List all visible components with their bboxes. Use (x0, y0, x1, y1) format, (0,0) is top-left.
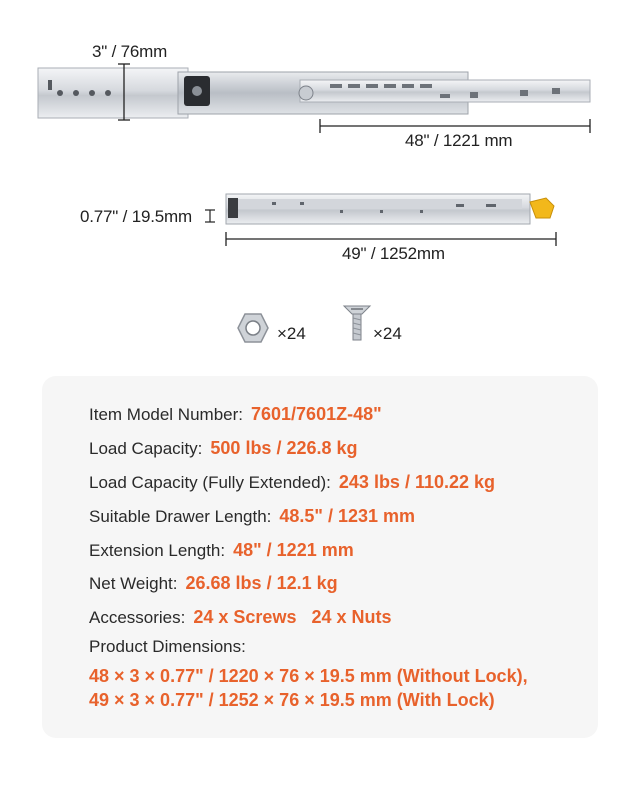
spec-weight-value: 26.68 lbs / 12.1 kg (185, 573, 338, 593)
spec-drawer-length (89, 506, 415, 527)
spec-load (89, 438, 358, 459)
spec-model-value: 7601/7601Z-48" (251, 404, 382, 424)
spec-extension-label: Extension Length: (89, 541, 226, 560)
spec-drawer-length-label: Suitable Drawer Length: (89, 507, 272, 526)
spec-load-label: Load Capacity: (89, 439, 203, 458)
screw-count: ×24 (373, 324, 402, 343)
spec-weight-label: Net Weight: (89, 574, 178, 593)
spec-load-extended-value: 243 lbs / 110.22 kg (338, 472, 496, 492)
spec-dimensions-with-lock: 49 × 3 × 0.77" / 1252 × 76 × 19.5 mm (With Lock) (89, 690, 495, 710)
spec-accessories-value: 24 x Screws 24 x Nuts (193, 607, 392, 627)
spec-accessories (89, 607, 392, 628)
spec-load-extended-label: Load Capacity (Fully Extended): (89, 473, 331, 492)
spec-card (42, 376, 598, 738)
nut-count: ×24 (277, 324, 306, 343)
spec-load-value: 500 lbs / 226.8 kg (210, 438, 358, 458)
hex-nut-icon (236, 311, 270, 345)
spec-load-extended (89, 472, 495, 493)
spec-weight (89, 573, 338, 594)
spec-dimensions (89, 637, 246, 657)
screw-icon (342, 302, 372, 344)
rail-length-label: 49" / 1252mm (342, 244, 445, 263)
spec-dimensions-label: Product Dimensions: (89, 637, 246, 656)
spec-drawer-length-value: 48.5" / 1231 mm (279, 506, 416, 526)
rail-width-label: 3" / 76mm (92, 42, 168, 61)
spec-extension (89, 540, 354, 561)
spec-model (89, 404, 382, 425)
spec-extension-value: 48" / 1221 mm (233, 540, 354, 560)
spec-dimensions-without-lock: 48 × 3 × 0.77" / 1220 × 76 × 19.5 mm (Without Lock), (89, 666, 528, 686)
spec-accessories-label: Accessories: (89, 608, 186, 627)
extended-rail-illustration (0, 0, 640, 160)
spec-model-label: Item Model Number: (89, 405, 243, 424)
rail-thickness-label: 0.77" / 19.5mm (80, 207, 192, 226)
rail-extension-label: 48" / 1221 mm (405, 131, 513, 150)
